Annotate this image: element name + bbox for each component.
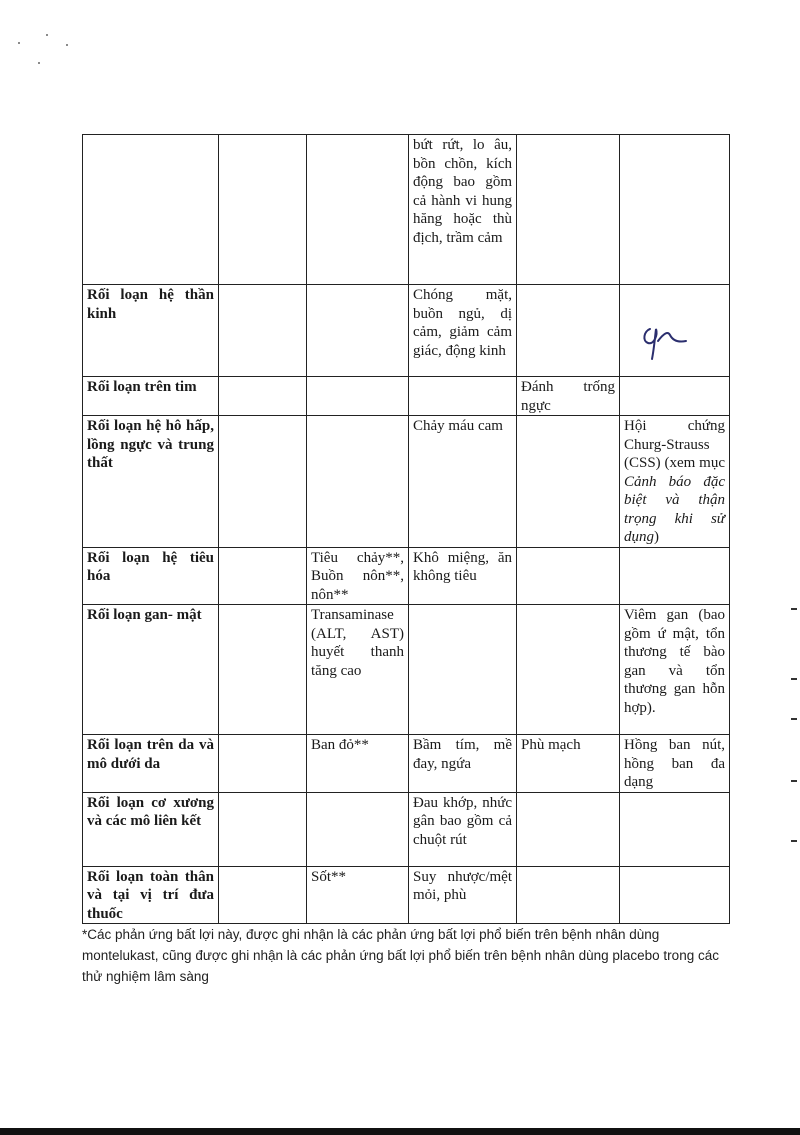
freq-cell-5: [620, 135, 730, 285]
table-row: [83, 866, 730, 924]
freq-cell-2: [307, 792, 409, 866]
freq-cell-4: [517, 135, 620, 285]
table-row: [83, 605, 730, 735]
freq-cell-1: [219, 792, 307, 866]
freq-cell-5: Viêm gan (bao gồm ứ mật, tổn thương tế bào gan và tổn thương gan hỗn hợp).: [620, 605, 730, 735]
freq-cell-1: [219, 135, 307, 285]
table-row: [83, 285, 730, 377]
freq-cell-3: Bầm tím, mề đay, ngứa: [409, 735, 517, 793]
freq-cell-4: Đánh trống ngực: [517, 377, 620, 416]
freq-cell-3: [409, 605, 517, 735]
organ-class-cell: Rối loạn hệ thần kinh: [83, 285, 219, 377]
freq-cell-2: [307, 416, 409, 548]
freq-cell-4: [517, 866, 620, 924]
organ-class-cell: Rối loạn cơ xương và các mô liên kết: [83, 792, 219, 866]
freq-cell-3: Khô miệng, ăn không tiêu: [409, 547, 517, 605]
freq-cell-1: [219, 377, 307, 416]
table-row: [83, 416, 730, 548]
freq-cell-1: [219, 547, 307, 605]
freq-cell-4: [517, 285, 620, 377]
freq-cell-2: [307, 135, 409, 285]
organ-class-cell: Rối loạn hệ tiêu hóa: [83, 547, 219, 605]
freq-cell-2: [307, 377, 409, 416]
adverse-reactions-table: [82, 134, 730, 924]
freq-cell-1: [219, 285, 307, 377]
freq-cell-1: [219, 416, 307, 548]
table-row: [83, 547, 730, 605]
freq-cell-2: Ban đỏ**: [307, 735, 409, 793]
freq-cell-1: [219, 605, 307, 735]
freq-cell-3: Suy nhược/mệt mỏi, phù: [409, 866, 517, 924]
freq-cell-5: [620, 866, 730, 924]
warnings-section-ref: Cảnh báo đặc biệt và thận trọng khi sử dụng: [624, 473, 725, 545]
freq-cell-4: Phù mạch: [517, 735, 620, 793]
organ-class-cell: Rối loạn hệ hô hấp, lồng ngực và trung thất: [83, 416, 219, 548]
freq-cell-3: Chóng mặt, buồn ngủ, dị cảm, giảm cảm giác, động kinh: [409, 285, 517, 377]
freq-cell-4: [517, 792, 620, 866]
freq-cell-1: [219, 735, 307, 793]
scan-bottom-edge: [0, 1128, 800, 1135]
freq-cell-5: [620, 416, 730, 548]
organ-class-cell: Rối loạn gan- mật: [83, 605, 219, 735]
freq-cell-3: [409, 377, 517, 416]
table-row: [83, 735, 730, 793]
css-text: Hội chứng Churg-Strauss (CSS) (xem mục: [624, 418, 725, 471]
freq-cell-2: Transaminase (ALT, AST) huyết thanh tăng cao: [307, 605, 409, 735]
freq-cell-3: Đau khớp, nhức gân bao gồm cả chuột rút: [409, 792, 517, 866]
css-text-end: ): [654, 529, 659, 545]
organ-class-cell: [83, 135, 219, 285]
scan-edge-marks: [789, 600, 799, 880]
freq-cell-2: Sốt**: [307, 866, 409, 924]
table-row: [83, 792, 730, 866]
freq-cell-5: [620, 547, 730, 605]
freq-cell-3: bứt rứt, lo âu, bồn chồn, kích động bao gồm cả hành vi hung hăng hoặc thù địch, trầm cảm: [409, 135, 517, 285]
freq-cell-4: [517, 547, 620, 605]
handwritten-signature: [636, 315, 696, 365]
footnote: *Các phản ứng bất lợi này, được ghi nhận là các phản ứng bất lợi phổ biến trên bệnh nhân dùng montelukast, cũng được ghi nhận là các phản ứng bất lợi phổ biến trên bệnh nhân dùng placebo trong các thử nghiệm lâm sàng: [82, 927, 719, 984]
freq-cell-4: [517, 416, 620, 548]
freq-cell-5: Hồng ban nút, hồng ban đa dạng: [620, 735, 730, 793]
organ-class-cell: Rối loạn toàn thân và tại vị trí đưa thuốc: [83, 866, 219, 924]
freq-cell-5: [620, 792, 730, 866]
table-row: [83, 135, 730, 285]
freq-cell-2: Tiêu chảy**, Buồn nôn**, nôn**: [307, 547, 409, 605]
freq-cell-3: Chảy máu cam: [409, 416, 517, 548]
organ-class-cell: Rối loạn trên da và mô dưới da: [83, 735, 219, 793]
freq-cell-4: [517, 605, 620, 735]
freq-cell-2: [307, 285, 409, 377]
freq-cell-1: [219, 866, 307, 924]
organ-class-cell: Rối loạn trên tim: [83, 377, 219, 416]
freq-cell-5: [620, 377, 730, 416]
table-row: [83, 377, 730, 416]
